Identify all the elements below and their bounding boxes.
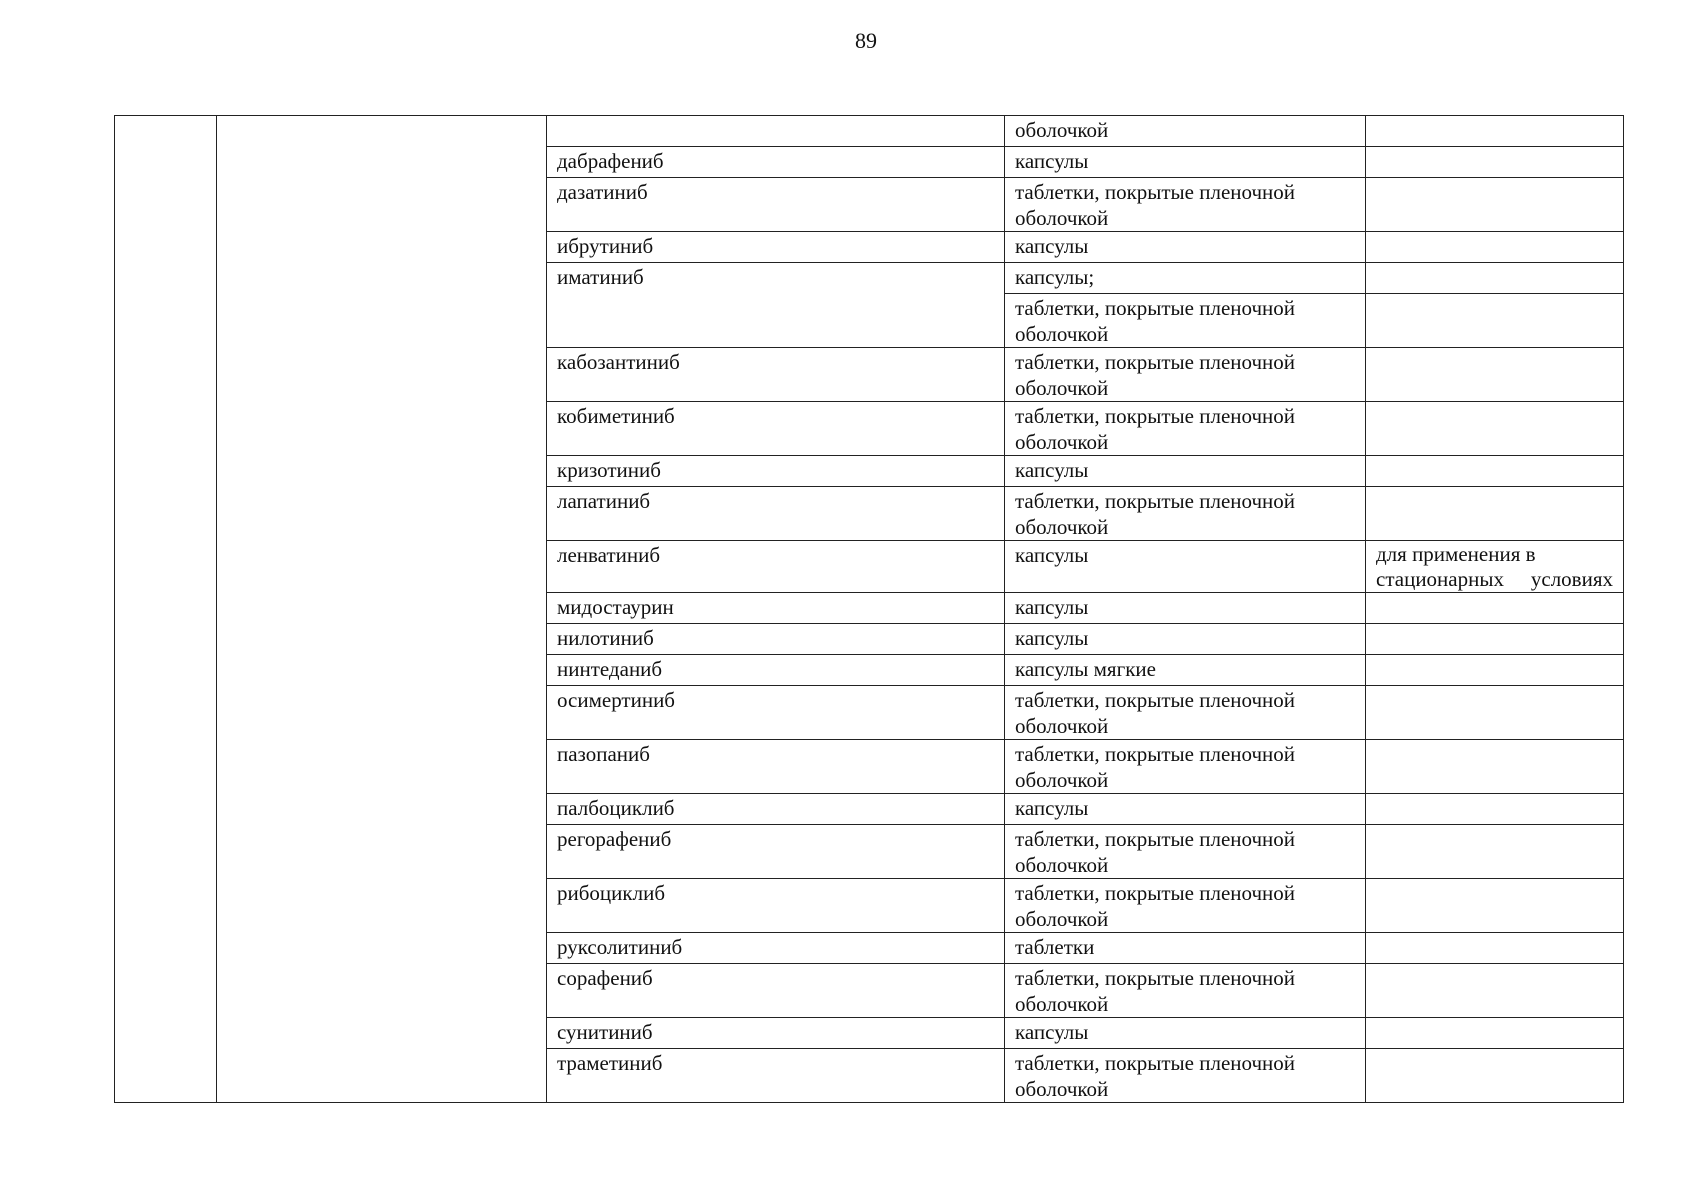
note-cell	[1366, 655, 1624, 686]
dosage-form-cell: капсулы	[1005, 456, 1366, 487]
note-cell	[1366, 686, 1624, 740]
drug-name-cell: руксолитиниб	[547, 933, 1005, 964]
dosage-form-cell: таблетки, покрытые пленочной оболочкой	[1005, 686, 1366, 740]
dosage-form-cell: капсулы	[1005, 1018, 1366, 1049]
medication-table	[114, 115, 1624, 1103]
atc-code-cell	[115, 116, 217, 1103]
dosage-form-cell: таблетки	[1005, 933, 1366, 964]
drug-name-cell: кризотиниб	[547, 456, 1005, 487]
dosage-form-cell: таблетки, покрытые пленочной оболочкой	[1005, 1049, 1366, 1103]
drug-name-cell: лапатиниб	[547, 487, 1005, 541]
dosage-form-cell: таблетки, покрытые пленочной оболочкой	[1005, 348, 1366, 402]
note-cell	[1366, 178, 1624, 232]
dosage-form-cell: таблетки, покрытые пленочной оболочкой	[1005, 825, 1366, 879]
drug-name-cell: сунитиниб	[547, 1018, 1005, 1049]
drug-name-cell: нинтеданиб	[547, 655, 1005, 686]
note-cell	[1366, 624, 1624, 655]
drug-name-cell	[547, 116, 1005, 147]
drug-name-cell: дазатиниб	[547, 178, 1005, 232]
dosage-form-cell: таблетки, покрытые пленочной оболочкой	[1005, 487, 1366, 541]
drug-name-cell: ибрутиниб	[547, 232, 1005, 263]
dosage-form-cell: таблетки, покрытые пленочной оболочкой	[1005, 402, 1366, 456]
note-cell	[1366, 593, 1624, 624]
drug-name-cell: иматиниб	[547, 263, 1005, 348]
dosage-form-cell: капсулы	[1005, 624, 1366, 655]
note-cell	[1366, 933, 1624, 964]
note-cell	[1366, 456, 1624, 487]
dosage-form-cell: капсулы	[1005, 794, 1366, 825]
drug-name-cell: осимертиниб	[547, 686, 1005, 740]
drug-name-cell: регорафениб	[547, 825, 1005, 879]
note-cell	[1366, 964, 1624, 1018]
dosage-form-cell: таблетки, покрытые пленочной оболочкой	[1005, 964, 1366, 1018]
note-cell	[1366, 1049, 1624, 1103]
drug-name-cell: палбоциклиб	[547, 794, 1005, 825]
drug-name-cell: нилотиниб	[547, 624, 1005, 655]
note-cell	[1366, 740, 1624, 794]
note-cell	[1366, 263, 1624, 294]
drug-name-cell: рибоциклиб	[547, 879, 1005, 933]
dosage-form-cell: капсулы мягкие	[1005, 655, 1366, 686]
dosage-form-cell: таблетки, покрытые пленочной оболочкой	[1005, 178, 1366, 232]
dosage-form-cell: таблетки, покрытые пленочной оболочкой	[1005, 879, 1366, 933]
drug-name-cell: мидостаурин	[547, 593, 1005, 624]
note-cell	[1366, 879, 1624, 933]
table-row	[115, 116, 1624, 147]
drug-name-cell: кабозантиниб	[547, 348, 1005, 402]
dosage-form-cell: таблетки, покрытые пленочной оболочкой	[1005, 740, 1366, 794]
dosage-form-cell: капсулы	[1005, 232, 1366, 263]
note-cell	[1366, 116, 1624, 147]
drug-name-cell: ленватиниб	[547, 541, 1005, 593]
note-cell	[1366, 402, 1624, 456]
medication-table-body	[115, 116, 1624, 1103]
note-cell	[1366, 294, 1624, 348]
dosage-form-cell: капсулы;	[1005, 263, 1366, 294]
dosage-form-cell: оболочкой	[1005, 116, 1366, 147]
dosage-form-cell: капсулы	[1005, 593, 1366, 624]
drug-name-cell: траметиниб	[547, 1049, 1005, 1103]
note-cell	[1366, 1018, 1624, 1049]
dosage-form-cell: таблетки, покрытые пленочной оболочкой	[1005, 294, 1366, 348]
note-cell	[1366, 487, 1624, 541]
note-cell	[1366, 232, 1624, 263]
note-cell	[1366, 825, 1624, 879]
note-cell	[1366, 794, 1624, 825]
note-cell	[1366, 348, 1624, 402]
drug-name-cell: кобиметиниб	[547, 402, 1005, 456]
page-number: 89	[855, 28, 877, 53]
atc-group-cell	[217, 116, 547, 1103]
note-cell: для применения в стационарных условиях	[1366, 541, 1624, 593]
drug-name-cell: дабрафениб	[547, 147, 1005, 178]
dosage-form-cell: капсулы	[1005, 147, 1366, 178]
note-cell	[1366, 147, 1624, 178]
drug-name-cell: пазопаниб	[547, 740, 1005, 794]
drug-name-cell: сорафениб	[547, 964, 1005, 1018]
dosage-form-cell: капсулы	[1005, 541, 1366, 593]
